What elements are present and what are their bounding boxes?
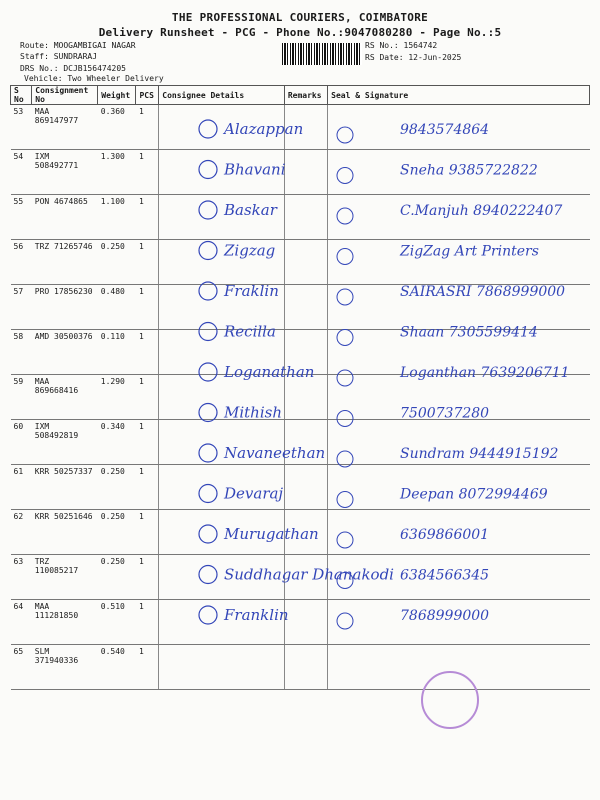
col-signature: Seal & Signature	[328, 86, 590, 105]
cell-sno: 60	[11, 420, 32, 465]
cell-consignee	[159, 105, 285, 150]
cell-pcs: 1	[136, 330, 159, 375]
runsheet-subtitle: Delivery Runsheet - PCG - Phone No.:9047080280 - Page No.:5	[98, 26, 502, 39]
cell-signature	[328, 420, 590, 465]
cell-remarks	[284, 195, 327, 240]
cell-signature	[328, 645, 590, 690]
col-sno: S No	[11, 86, 32, 105]
cell-signature	[328, 465, 590, 510]
cell-pcs: 1	[136, 375, 159, 420]
handwritten-signature: C.Manjuh 8940222407	[400, 203, 563, 219]
cell-pcs: 1	[136, 465, 159, 510]
cell-pcs: 1	[136, 420, 159, 465]
cell-pcs: 1	[136, 285, 159, 330]
cell-consignment: IXM 508492819	[32, 420, 98, 465]
handwritten-consignee: Loganathan	[224, 363, 315, 381]
handwritten-consignee: Navaneethan	[224, 444, 326, 462]
cell-weight: 0.540	[98, 645, 136, 690]
cell-consignment: MAA 869147977	[32, 105, 98, 150]
cell-consignee	[159, 195, 285, 240]
barcode	[282, 43, 362, 65]
cell-weight: 0.510	[98, 600, 136, 645]
cell-consignment: SLM 371940336	[32, 645, 98, 690]
cell-sno: 64	[11, 600, 32, 645]
cell-weight: 1.300	[98, 150, 136, 195]
cell-remarks	[284, 645, 327, 690]
handwritten-signature: 7500737280	[400, 405, 490, 422]
cell-sno: 65	[11, 645, 32, 690]
vehicle-label: Vehicle: Two Wheeler Delivery	[24, 74, 164, 83]
handwritten-consignee: Franklin	[224, 606, 289, 624]
table-row	[11, 375, 590, 420]
cell-signature	[328, 375, 590, 420]
handwritten-consignee: Alazappan	[224, 120, 304, 138]
handwritten-signature: Sundram 9444915192	[400, 446, 559, 462]
cell-signature	[328, 600, 590, 645]
col-consignment: Consignment No	[32, 86, 98, 105]
cell-sno: 59	[11, 375, 32, 420]
cell-consignment: TRZ 110085217	[32, 555, 98, 600]
cell-pcs: 1	[136, 600, 159, 645]
cell-signature	[328, 510, 590, 555]
cell-consignee	[159, 330, 285, 375]
cell-consignee	[159, 465, 285, 510]
handwritten-consignee: Mithish	[224, 403, 283, 422]
cell-signature	[328, 195, 590, 240]
cell-weight: 0.250	[98, 240, 136, 285]
cell-consignment: AMD 30500376	[32, 330, 98, 375]
handwritten-consignee: Zigzag	[224, 241, 276, 260]
cell-weight: 1.100	[98, 195, 136, 240]
cell-pcs: 1	[136, 510, 159, 555]
table-row	[11, 195, 590, 240]
drs-label: DRS No.: DCJB156474205	[20, 64, 126, 73]
cell-sno: 62	[11, 510, 32, 555]
cell-signature	[328, 555, 590, 600]
handwritten-consignee: Devaraj	[224, 484, 284, 503]
cell-sno: 57	[11, 285, 32, 330]
cell-sno: 63	[11, 555, 32, 600]
cell-sno: 61	[11, 465, 32, 510]
cell-remarks	[284, 510, 327, 555]
runsheet-table	[10, 85, 590, 690]
cell-consignment: IXM 508492771	[32, 150, 98, 195]
cell-consignee	[159, 645, 285, 690]
cell-remarks	[284, 150, 327, 195]
cell-sno: 54	[11, 150, 32, 195]
rs-date: RS Date: 12-Jun-2025	[365, 53, 462, 62]
cell-consignee	[159, 555, 285, 600]
cell-sno: 58	[11, 330, 32, 375]
cell-remarks	[284, 600, 327, 645]
table-row	[11, 420, 590, 465]
handwritten-signature: 6369866001	[400, 527, 490, 543]
cell-weight: 0.110	[98, 330, 136, 375]
cell-remarks	[284, 285, 327, 330]
table-row	[11, 150, 590, 195]
handwritten-signature: Loganthan 7639206711	[400, 365, 570, 381]
cell-signature	[328, 150, 590, 195]
cell-consignee	[159, 375, 285, 420]
route-label: Route: MOOGAMBIGAI NAGAR	[20, 41, 136, 50]
cell-remarks	[284, 330, 327, 375]
cell-weight: 0.250	[98, 465, 136, 510]
cell-pcs: 1	[136, 150, 159, 195]
table-row	[11, 285, 590, 330]
cell-consignee	[159, 285, 285, 330]
cell-pcs: 1	[136, 645, 159, 690]
handwritten-consignee: Suddhagar Dhanakodi	[224, 565, 394, 584]
col-weight: Weight	[98, 86, 136, 105]
cell-pcs: 1	[136, 555, 159, 600]
handwritten-consignee: Recilla	[224, 322, 276, 341]
cell-weight: 0.250	[98, 510, 136, 555]
cell-weight: 0.340	[98, 420, 136, 465]
cell-consignee	[159, 240, 285, 285]
cell-remarks	[284, 375, 327, 420]
cell-signature	[328, 285, 590, 330]
cell-consignee	[159, 510, 285, 555]
handwritten-signature: Shaan 7305599414	[400, 324, 538, 341]
cell-remarks	[284, 240, 327, 285]
table-row	[11, 555, 590, 600]
handwritten-signature: SAIRASRI 7868999000	[400, 284, 566, 300]
cell-consignment: MAA 869668416	[32, 375, 98, 420]
cell-consignee	[159, 600, 285, 645]
cell-weight: 1.290	[98, 375, 136, 420]
col-remarks: Remarks	[284, 86, 327, 105]
handwritten-consignee: Fraklin	[224, 282, 279, 300]
cell-weight: 0.480	[98, 285, 136, 330]
handwritten-signature: Deepan 8072994469	[400, 486, 548, 503]
cell-consignment: KRR 50257337	[32, 465, 98, 510]
handwritten-signature: 9843574864	[400, 122, 490, 138]
cell-sno: 53	[11, 105, 32, 150]
cell-remarks	[284, 420, 327, 465]
cell-sno: 56	[11, 240, 32, 285]
handwritten-consignee: Murugathan	[224, 525, 319, 543]
handwritten-signature: 7868999000	[400, 608, 490, 624]
table-row	[11, 600, 590, 645]
cell-consignee	[159, 150, 285, 195]
table-row	[11, 510, 590, 555]
table-row	[11, 105, 590, 150]
cell-signature	[328, 105, 590, 150]
cell-signature	[328, 240, 590, 285]
table-row	[11, 240, 590, 285]
rs-number: RS No.: 1564742	[365, 41, 438, 50]
cell-consignment: TRZ 71265746	[32, 240, 98, 285]
cell-weight: 0.360	[98, 105, 136, 150]
cell-remarks	[284, 555, 327, 600]
cell-signature	[328, 330, 590, 375]
handwritten-signature: ZigZag Art Printers	[400, 243, 539, 260]
cell-remarks	[284, 105, 327, 150]
cell-consignment: PON 4674865	[32, 195, 98, 240]
cell-pcs: 1	[136, 105, 159, 150]
handwritten-signature: 6384566345	[400, 567, 490, 584]
handwritten-signature: Sneha 9385722822	[400, 162, 538, 179]
cell-consignment: PRO 17856230	[32, 285, 98, 330]
staff-label: Staff: SUNDRARAJ	[20, 52, 98, 61]
company-title: THE PROFESSIONAL COURIERS, COIMBATORE	[171, 11, 429, 24]
cell-consignment: KRR 50251646	[32, 510, 98, 555]
cell-sno: 55	[11, 195, 32, 240]
cell-consignee	[159, 420, 285, 465]
handwritten-consignee: Baskar	[224, 201, 277, 219]
col-consignee: Consignee Details	[159, 86, 285, 105]
table-header-row	[11, 86, 590, 105]
cell-weight: 0.250	[98, 555, 136, 600]
col-pcs: PCS	[136, 86, 159, 105]
table-row	[11, 330, 590, 375]
cell-pcs: 1	[136, 195, 159, 240]
table-row	[11, 645, 590, 690]
cell-remarks	[284, 465, 327, 510]
cell-consignment: MAA 111281850	[32, 600, 98, 645]
table-row	[11, 465, 590, 510]
handwritten-consignee: Bhavani	[224, 160, 286, 179]
cell-pcs: 1	[136, 240, 159, 285]
